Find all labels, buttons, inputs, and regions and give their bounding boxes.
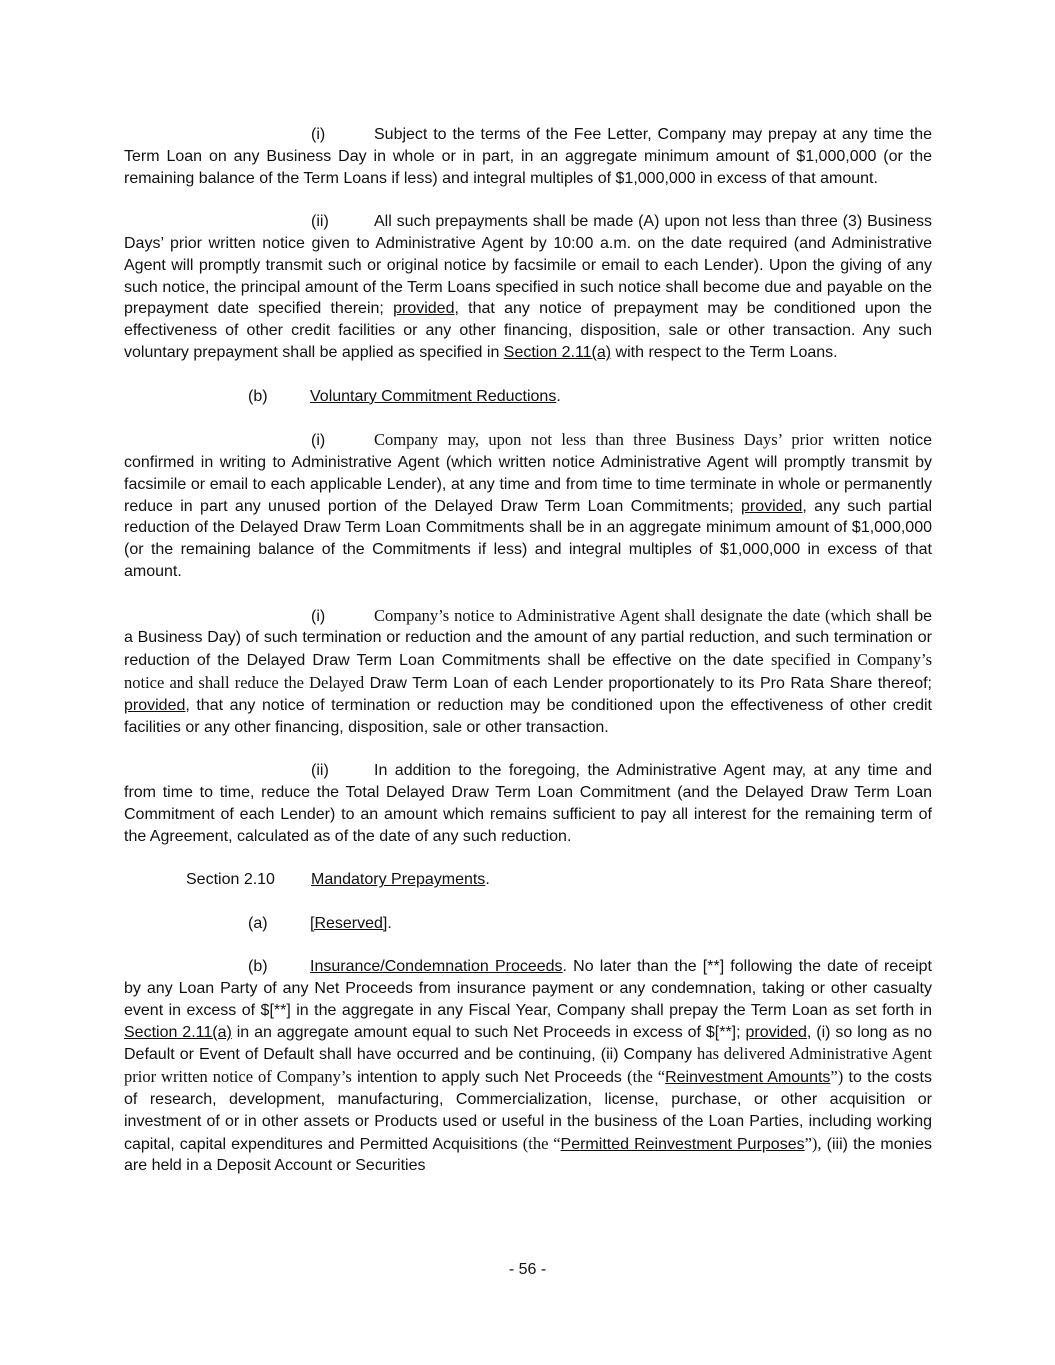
- paragraph-text: , that any notice of termination or reduction may be conditioned upon the effectiveness of other credit facilities or any other financing, disposition, sale or other transaction.: [124, 696, 932, 736]
- paragraph-text: notice confirmed in writing to Administrative Agent (which written notice Administrative Agent will promptly transmit by facsimile or email to each applicable Lender), at any time and from time to time terminate in whole or permanently reduce in part any unused portion of the Delayed Draw Term Loan Commitments;: [124, 432, 932, 515]
- paragraph-insurance-proceeds: (b) Insurance/Condemnation Proceeds. No later than the [**] following the date of receipt by any Loan Party of any Net Proceeds from insurance payment or any condemnation, taking or other casualty event in excess of $[**] in the aggregate in any Fiscal Year, Company shall prepay the Term Loan as set forth in Section 2.11(a) in an aggregate amount equal to such Net Proceeds in excess of $[**]; provided, (i) so long as no Default or Event of Default shall have occurred and be continuing, (ii) Company has delivered Administrative Agent prior written notice of Company’s intention to apply such Net Proceeds (the “Reinvestment Amounts”) to the costs of research, development, manufacturing, Commercialization, license, purchase, or other acquisition or investment of or in other assets or Products used or useful in the business of the Loan Parties, including working capital, capital expenditures and Permitted Acquisitions (the “Permitted Reinvestment Purposes”), (iii) the monies are held in a Deposit Account or Securities: [124, 958, 932, 1175]
- paragraph-text: . No later than the [**] following the date of receipt by any Loan Party of any Net Proceeds from insurance payment or any condemnation, taking or other casualty event in excess of $[**] in the aggregate in any Fiscal Year, Company shall prepay the Term Loan as set forth in: [124, 958, 932, 1019]
- defined-term: Reinvestment Amounts: [665, 1069, 831, 1087]
- paragraph-text: specified in Company’s notice and shall reduce the Delayed: [124, 650, 932, 692]
- paragraph-text: , any such partial reduction of the Delayed Draw Term Loan Commitments shall be in an aggregate minimum amount of $1,000,000 (or the remaining balance of the Commitments if less) and integral multiples of $1,000,000 in excess of that amount.: [124, 497, 933, 580]
- paragraph-text: In addition to the foregoing, the Administrative Agent may, at any time and from time to time, reduce the Total Delayed Draw Term Loan Commitment (and the Delayed Draw Term Loan Commitment of each Lender) to an amount which remains sufficient to pay all interest for the remaining term of the Agreement, calculated as of the date of any such reduction.: [124, 762, 932, 845]
- clause-marker: (i): [311, 607, 326, 625]
- provided-term: provided: [393, 300, 455, 318]
- clause-marker: (a): [248, 914, 268, 932]
- paragraph-text: intention to apply such Net Proceeds: [351, 1069, 628, 1087]
- heading-voluntary-commitment-reductions: (b) Voluntary Commitment Reductions.: [124, 386, 932, 408]
- paragraph-text: , that any notice of prepayment may be conditioned upon the effectiveness of other credit facilities or any other financing, disposition, sale or other transaction. Any such voluntary prepayment shall be applied as specified in: [124, 300, 932, 361]
- item-title: Insurance/Condemnation Proceeds: [310, 958, 563, 976]
- item-title: [Reserved]: [310, 914, 388, 932]
- paragraph-text: to the costs of research, development, manufacturing, Commercialization, license, purchase, or other acquisition or investment of or in other assets or Products used or useful in the business of the Loan Parties, including working capital, capital expenditures and Permitted Acquisitions: [124, 1069, 932, 1153]
- document-page: [124, 124, 932, 1177]
- paragraph-text: Subject to the terms of the Fee Letter, Company may prepay at any time the Term Loan on any Business Day in whole or in part, in an aggregate minimum amount of $1,000,000 (or the remaining balance of the Term Loans if less) and integral multiples of $1,000,000 in excess of that amount.: [124, 126, 932, 187]
- section-number: Section 2.10: [186, 871, 275, 889]
- paragraph-agent-reduction-ii: [124, 760, 932, 847]
- item-reserved: (a) [Reserved].: [124, 913, 932, 935]
- paragraph-text: All such prepayments shall be made (A) upon not less than three (3) Business Days’ prior written notice given to Administrative Agent by 10:00 a.m. on the date required (and Administrative Agent will promptly transmit such or original notice by facsimile or email to each Lender). Upon the giving of any such notice, the principal amount of the Term Loans specified in such notice shall become due and payable on the prepayment date specified therein;: [124, 213, 932, 318]
- paragraph-prepay-ii: [124, 211, 932, 364]
- clause-marker: (b): [248, 958, 268, 976]
- paragraph-text: in an aggregate amount equal to such Net Proceeds in excess of $[**];: [231, 1023, 746, 1041]
- clause-marker: (i): [311, 432, 326, 450]
- provided-term: provided: [124, 696, 186, 714]
- paragraph-text: has delivered Administrative Agent prior written notice of Company’s: [124, 1044, 932, 1087]
- page-number: - 56 -: [508, 1261, 547, 1278]
- clause-marker: (i): [311, 126, 326, 143]
- section-reference: Section 2.11(a): [503, 343, 612, 361]
- defined-term: Permitted Reinvestment Purposes: [560, 1135, 805, 1153]
- provided-term: provided: [745, 1023, 807, 1041]
- paragraph-text: Company’s notice to Administrative Agent shall designate the date (which: [374, 605, 871, 625]
- section-heading-2-10: Section 2.10 Mandatory Prepayments.: [124, 869, 932, 891]
- paragraph-prepay-i: [124, 124, 932, 189]
- clause-marker: (ii): [311, 213, 329, 231]
- paragraph-text: shall be a Business Day) of such termination or reduction and the amount of any partial reduction, and such termination or reduction of the Delayed Draw Term Loan Commitments shall be effective on the date: [124, 607, 932, 670]
- heading-title: Voluntary Commitment Reductions: [310, 387, 557, 405]
- paragraph-text: with respect to the Term Loans.: [611, 343, 838, 361]
- paragraph-commitment-i: [124, 429, 932, 583]
- paragraph-text: Company may, upon not less than three Business Days’ prior written: [374, 430, 880, 450]
- section-reference: Section 2.11(a): [124, 1023, 232, 1041]
- paragraph-text: Draw Term Loan of each Lender proportionately to its Pro Rata Share thereof;: [364, 674, 932, 692]
- paragraph-text: (iii) the monies are held in a Deposit Account or Securities: [124, 1135, 932, 1175]
- paragraph-notice-i: [124, 605, 932, 739]
- paragraph-text: , (i) so long as no Default or Event of Default shall have occurred and be continuing, (ii) Company: [124, 1023, 932, 1064]
- section-title: Mandatory Prepayments: [311, 871, 486, 889]
- clause-marker: (b): [248, 387, 268, 405]
- clause-marker: (ii): [311, 762, 329, 780]
- provided-term: provided: [741, 497, 803, 515]
